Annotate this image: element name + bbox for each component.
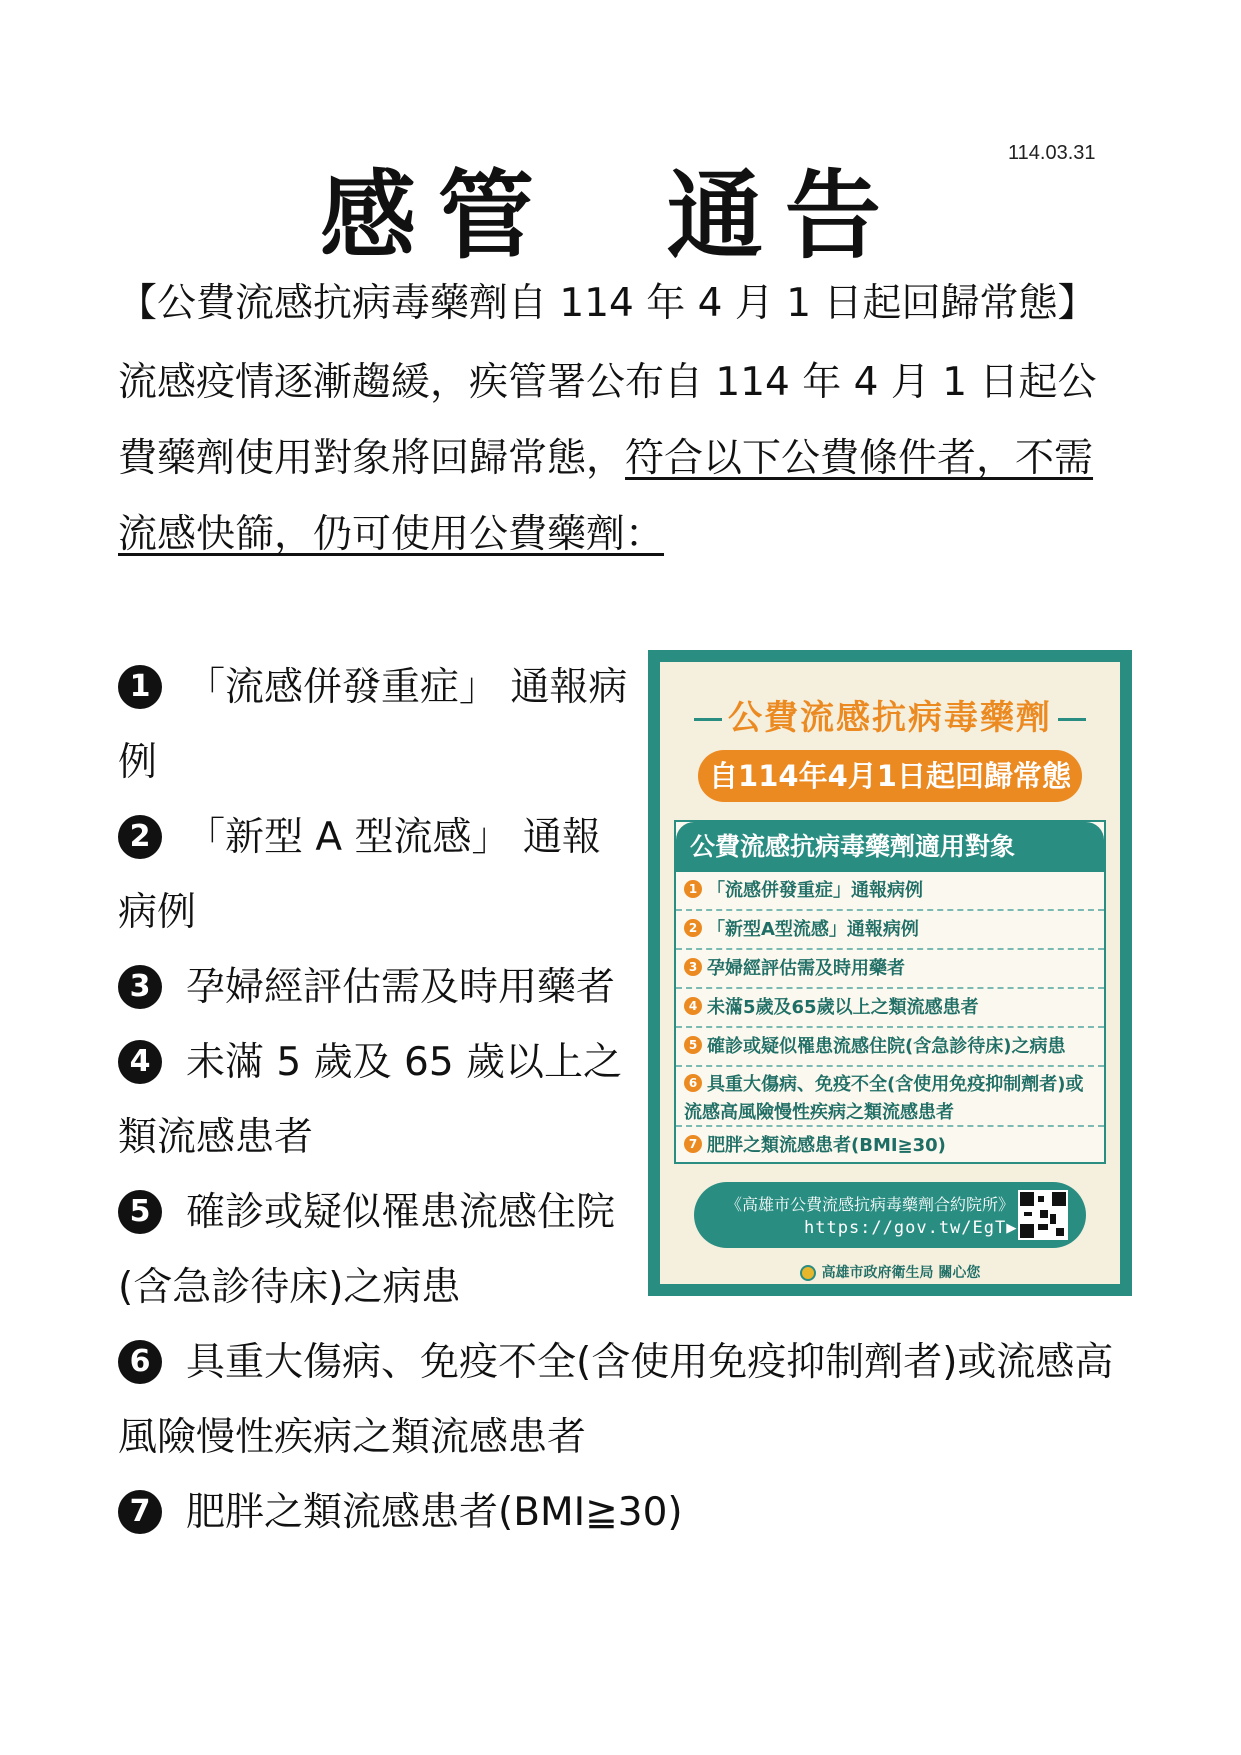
notice-headline: 【公費流感抗病毒藥劑自 114 年 4 月 1 日起回歸常態】: [118, 281, 1097, 326]
qr-code-icon: [1018, 1190, 1068, 1240]
item-text: 確診或疑似罹患流感住院(含急診待床)之病患: [118, 1190, 616, 1310]
poster-row-text: 「新型A型流感」通報病例: [707, 919, 919, 940]
title-dash-left: [694, 718, 722, 721]
poster-footer-text: 高雄市政府衛生局 關心您: [821, 1265, 981, 1281]
item-number-badge: 3: [118, 965, 162, 1009]
health-bureau-logo-icon: [800, 1265, 816, 1281]
poster-title-text: 公費流感抗病毒藥劑: [728, 698, 1052, 738]
item-number-badge: 5: [118, 1190, 162, 1234]
list-item: [118, 650, 638, 800]
list-item: [118, 1325, 1118, 1475]
poster-row: [676, 950, 1104, 989]
list-item: [118, 1025, 638, 1175]
item-text: 「新型 A 型流感」 通報病例: [118, 815, 601, 935]
page-title: 感管 通告: [320, 159, 903, 272]
poster-row: [676, 911, 1104, 950]
poster-row-text: 未滿5歲及65歲以上之類流感患者: [707, 997, 979, 1018]
list-item: [118, 950, 638, 1025]
item-text: 未滿 5 歲及 65 歲以上之類流感患者: [118, 1040, 623, 1160]
notice-date: 114.03.31: [1008, 142, 1096, 164]
poster-footer: [660, 1262, 1120, 1282]
poster-row-number: 1: [684, 880, 702, 898]
poster-subtitle-pill: 自114年4月1日起回歸常態: [698, 750, 1082, 802]
intro-text: 流感疫情逐漸趨緩，疾管署公布自 114 年 4 月 1 日起公費藥劑使用對象將回歸常態，: [118, 360, 1097, 481]
poster-row-number: 6: [684, 1074, 702, 1092]
poster-row-text: 確診或疑似罹患流感住院(含急診待床)之病患: [707, 1036, 1066, 1057]
poster-link-url: https://gov.tw/EgT▶: [804, 1218, 1018, 1238]
poster-row: [676, 1127, 1104, 1164]
poster-clinic-link: [694, 1182, 1086, 1248]
item-text: 肥胖之類流感患者(BMI≧30): [186, 1490, 683, 1535]
item-text: 「流感併發重症」 通報病例: [118, 665, 628, 785]
poster-row-text: 具重大傷病、免疫不全(含使用免疫抑制劑者)或流感高風險慢性疾病之類流感患者: [684, 1074, 1084, 1123]
list-item: [118, 800, 638, 950]
item-number-badge: 6: [118, 1340, 162, 1384]
info-poster: [648, 650, 1132, 1296]
poster-row-number: 4: [684, 997, 702, 1015]
poster-row-number: 3: [684, 958, 702, 976]
poster-row-number: 7: [684, 1135, 702, 1153]
notice-intro: [118, 345, 1118, 573]
item-number-badge: 7: [118, 1490, 162, 1534]
poster-row: [676, 872, 1104, 911]
poster-row-number: 5: [684, 1036, 702, 1054]
item-text: 具重大傷病、免疫不全(含使用免疫抑制劑者)或流感高風險慢性疾病之類流感患者: [118, 1340, 1114, 1460]
list-item: [118, 1175, 638, 1325]
poster-row: [676, 989, 1104, 1028]
list-item: [118, 1475, 1118, 1550]
intro-condition-text: 符合以下公費條件者，不需流感快篩，仍可使用公費藥劑：: [118, 436, 1094, 557]
poster-row: [676, 1028, 1104, 1067]
poster-link-label: 《高雄市公費流感抗病毒藥劑合約院所》: [726, 1195, 1015, 1214]
poster-row-text: 肥胖之類流感患者(BMI≧30): [707, 1135, 946, 1156]
item-number-badge: 4: [118, 1040, 162, 1084]
poster-title: [660, 690, 1120, 739]
poster-box-title: 公費流感抗病毒藥劑適用對象: [676, 822, 1104, 872]
title-dash-right: [1058, 718, 1086, 721]
poster-row-number: 2: [684, 919, 702, 937]
poster-row-text: 「流感併發重症」通報病例: [707, 880, 923, 901]
poster-row: [676, 1067, 1104, 1127]
item-number-badge: 1: [118, 665, 162, 709]
poster-body: [660, 662, 1120, 1284]
item-number-badge: 2: [118, 815, 162, 859]
poster-eligibility-box: [674, 820, 1106, 1164]
poster-row-text: 孕婦經評估需及時用藥者: [707, 958, 905, 979]
item-text: 孕婦經評估需及時用藥者: [186, 965, 616, 1010]
